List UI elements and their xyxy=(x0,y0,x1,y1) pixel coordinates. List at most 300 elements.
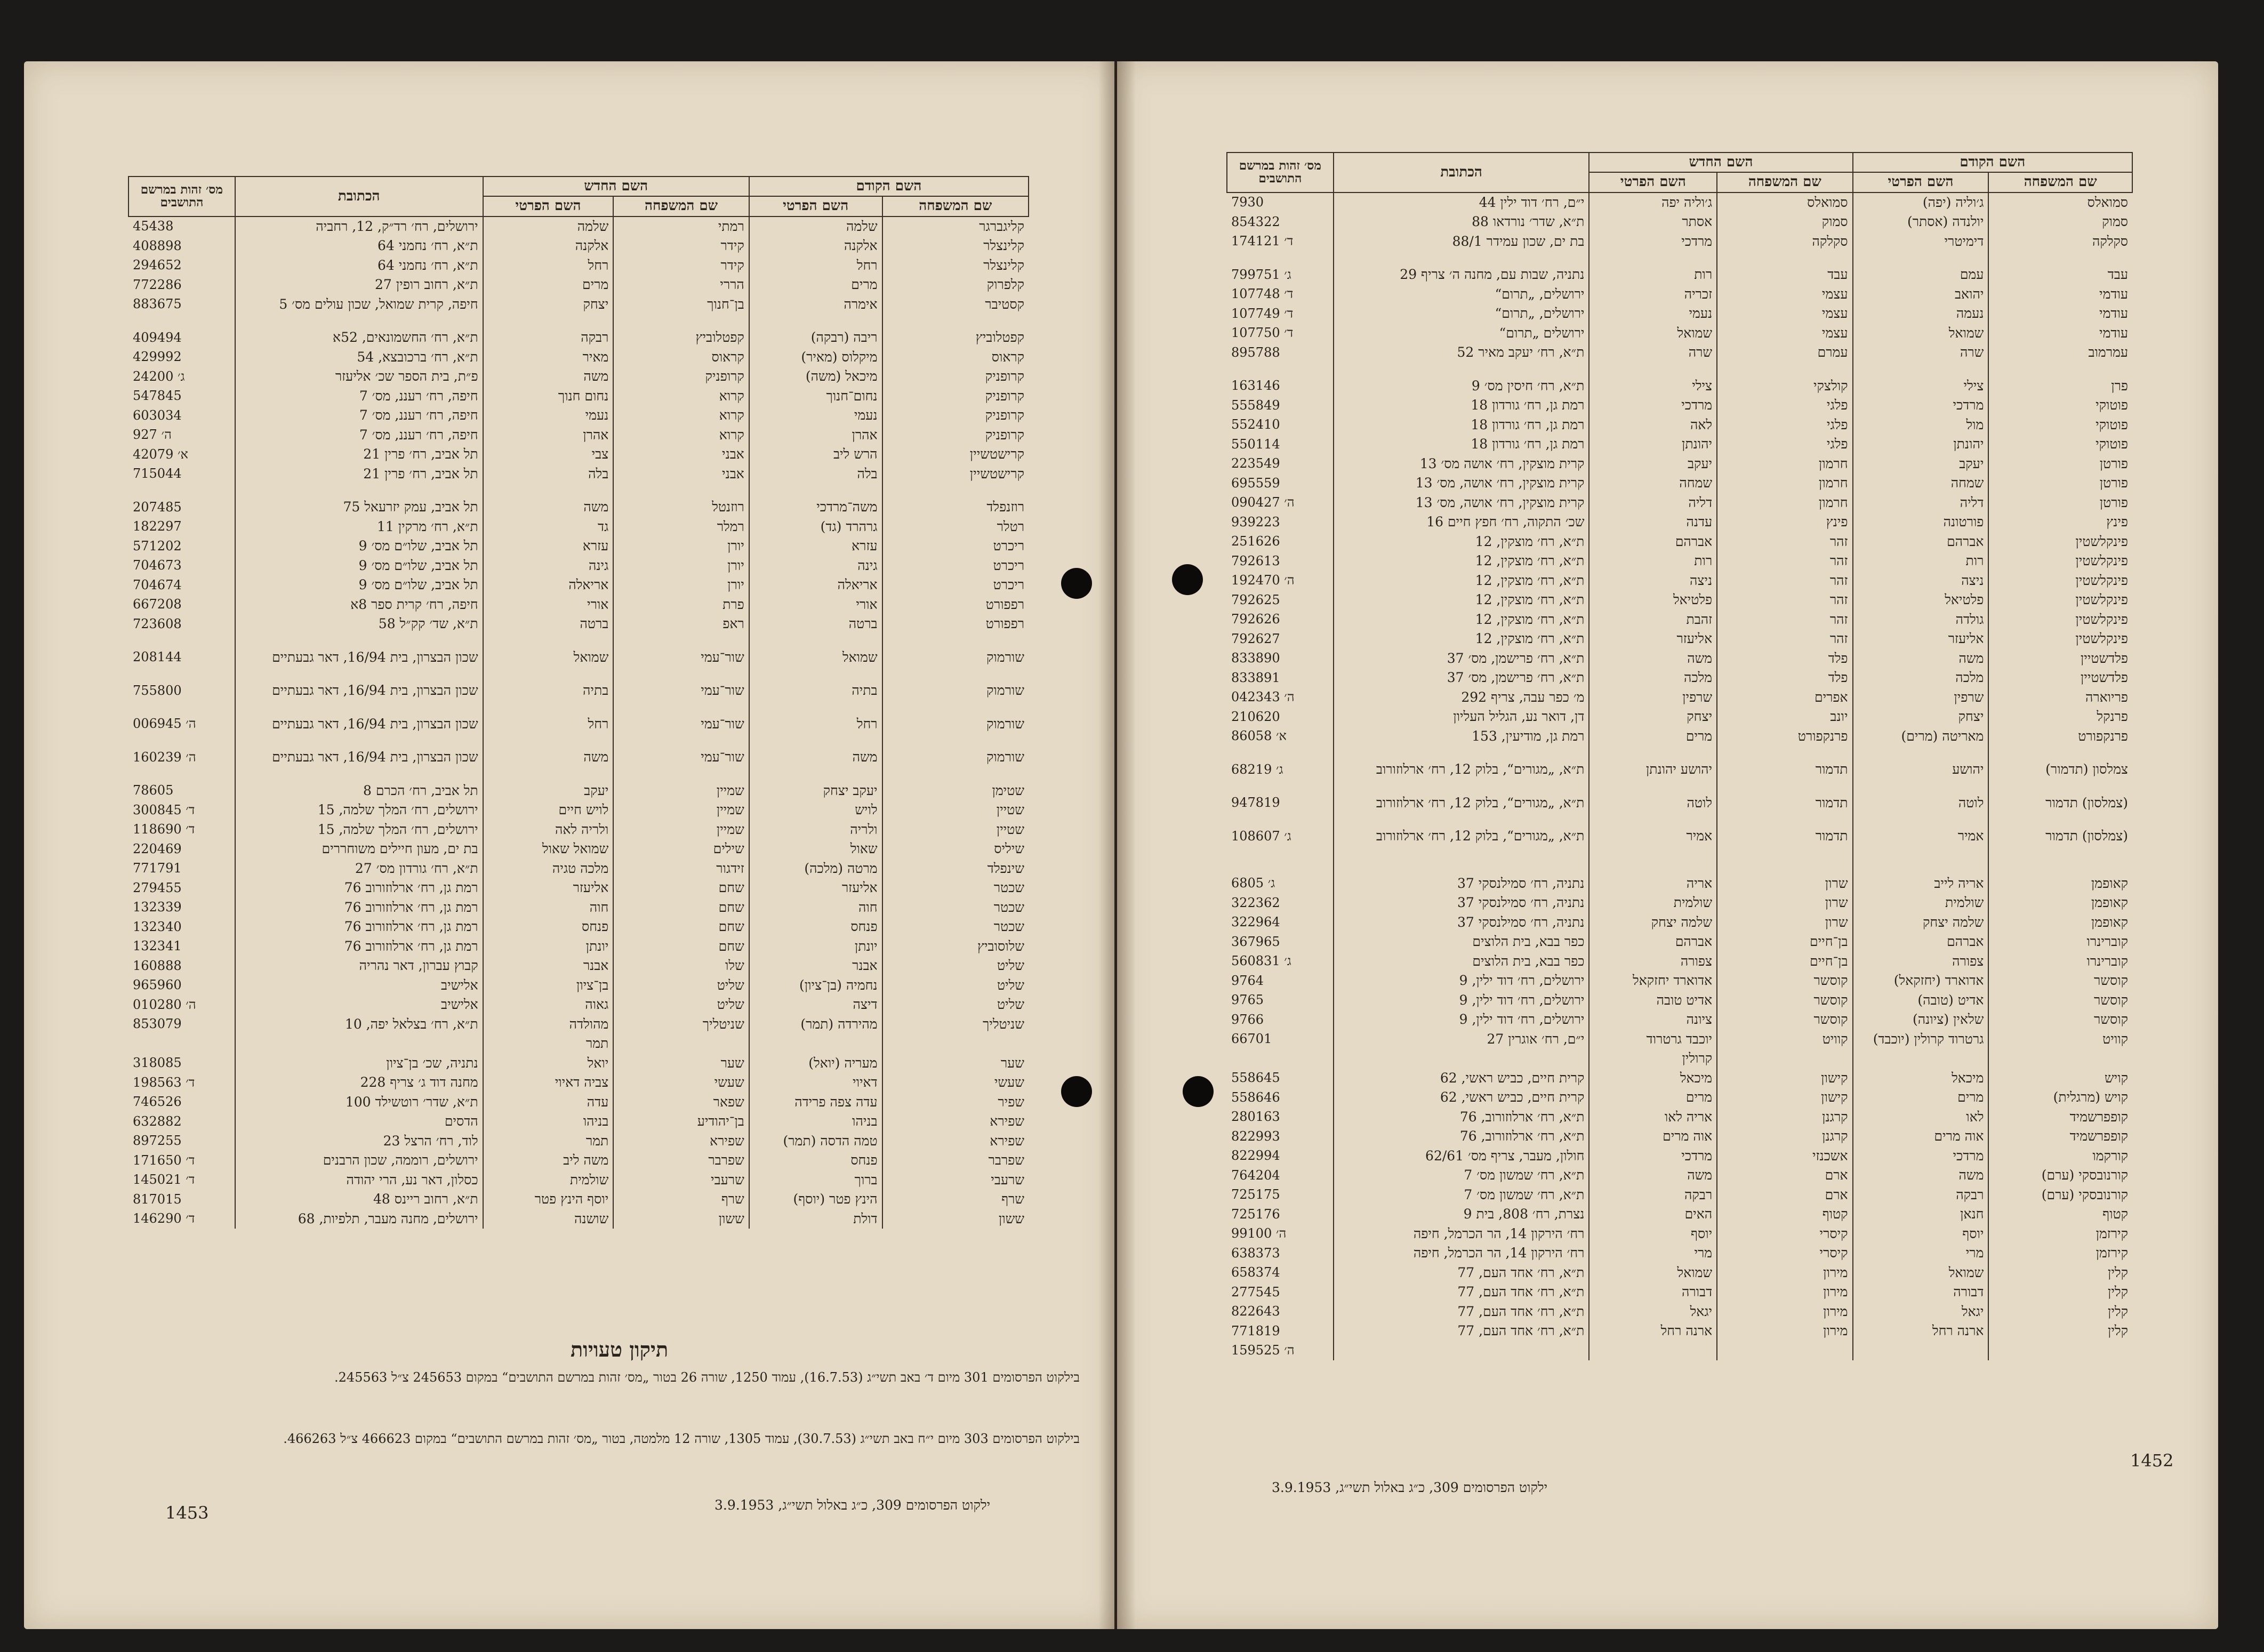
table-cell: 220469 xyxy=(133,841,182,856)
table-cell: שליט xyxy=(613,976,749,996)
table-cell: אסתר xyxy=(1589,212,1717,232)
table-cell: 66701 xyxy=(1231,1031,1272,1047)
table-cell: ת״א, רח׳ מוצקין, 12 xyxy=(1334,571,1589,591)
table-cell: ניצה xyxy=(1853,571,1989,591)
table-cell: מרדכי xyxy=(1853,1146,1989,1166)
table-row xyxy=(129,314,1029,328)
table-cell: לאו xyxy=(1853,1108,1989,1127)
table-cell: קלינצלר xyxy=(882,256,1029,276)
table-cell: עמרמוב xyxy=(1988,343,2132,363)
table-cell: 223549 xyxy=(1231,456,1280,471)
table-cell: פינקלשטין xyxy=(1988,629,2132,649)
table-cell: גאוה xyxy=(483,995,614,1015)
table-cell: שולמית xyxy=(483,1170,614,1190)
table-cell: 552410 xyxy=(1231,417,1280,432)
table-cell: שכון הבצרון, בית 16/94, דאר גבעתיים xyxy=(235,648,483,668)
table-cell: קלין xyxy=(1988,1321,2132,1341)
table-cell xyxy=(483,701,614,715)
table-cell: אברהם xyxy=(1853,532,1989,552)
table-cell: שפירא xyxy=(882,1112,1029,1132)
table-cell: הינץ פטר (יוסף) xyxy=(749,1190,882,1209)
table-cell: 160239 ה׳ xyxy=(133,749,196,765)
table-cell: דליה xyxy=(1589,493,1717,513)
table-row xyxy=(1227,590,2132,610)
family-name-header: שם המשפחה xyxy=(1988,172,2132,192)
table-cell: לוטה xyxy=(1853,793,1989,813)
table-cell: 947819 xyxy=(1231,795,1280,811)
left-register-table xyxy=(128,176,1029,1229)
table-cell: קלינצלר xyxy=(882,236,1029,256)
table-cell: שכון הבצרון, בית 16/94, דאר גבעתיים xyxy=(235,681,483,701)
table-cell: 210620 xyxy=(1231,709,1280,724)
table-cell: קליגברגר xyxy=(882,216,1029,237)
table-cell: קיסרי xyxy=(1717,1244,1852,1263)
table-cell: יעקב xyxy=(483,781,614,801)
table-cell: מרים xyxy=(1589,727,1717,747)
table-cell: אדוארד יחזקאל xyxy=(1589,971,1717,991)
table-cell: יהואב xyxy=(1853,285,1989,304)
table-cell: שמיין xyxy=(613,781,749,801)
table-row xyxy=(129,464,1029,484)
table-cell xyxy=(613,314,749,328)
table-row xyxy=(129,367,1029,387)
table-cell: לויש חיים xyxy=(483,800,614,820)
table-cell: שלו xyxy=(613,956,749,976)
table-cell: מרים xyxy=(749,275,882,295)
table-cell: שרף xyxy=(882,1190,1029,1209)
table-cell: שילים xyxy=(613,839,749,859)
table-row xyxy=(129,648,1029,668)
table-cell: נחום־חנוך xyxy=(749,387,882,406)
table-cell: 300845 ד׳ xyxy=(133,802,195,817)
table-cell: יצחק xyxy=(1853,707,1989,727)
table-cell: שרון xyxy=(1717,913,1852,933)
table-cell xyxy=(1988,813,2132,827)
table-cell: ירושלים, „תרום“ xyxy=(1334,304,1589,324)
table-cell: 192470 ה׳ xyxy=(1231,573,1295,588)
table-cell: 939223 xyxy=(1231,514,1280,530)
table-cell: נצרת, רח׳ 808, בית 9 xyxy=(1334,1205,1589,1224)
table-row xyxy=(1227,874,2132,894)
table-cell: הררי xyxy=(613,275,749,295)
table-cell: בן־ציון xyxy=(483,976,614,996)
table-cell xyxy=(613,667,749,681)
table-cell: 547845 xyxy=(133,388,182,404)
table-cell xyxy=(235,1034,483,1054)
table-row xyxy=(1227,727,2132,747)
table-cell: פלד xyxy=(1717,649,1852,669)
table-cell: 006945 ה׳ xyxy=(133,716,196,732)
table-cell: כפר בבא, בית הלוצים xyxy=(1334,932,1589,952)
table-cell: שכטר xyxy=(882,898,1029,918)
table-cell: 408898 xyxy=(133,238,182,253)
table-row xyxy=(129,1073,1029,1093)
table-cell: משה xyxy=(483,748,614,767)
table-cell: 725176 xyxy=(1231,1206,1280,1222)
table-cell: ת״א, רח׳ החשמונאים, 52א xyxy=(235,328,483,348)
table-cell: 833891 xyxy=(1231,670,1280,685)
table-cell: שחם xyxy=(613,898,749,918)
table-cell: שיליס xyxy=(882,839,1029,859)
table-cell: נעמי xyxy=(1589,304,1717,324)
table-cell: אורי xyxy=(749,595,882,615)
table-cell: ניצה xyxy=(1589,571,1717,591)
table-cell: 9765 xyxy=(1231,992,1264,1008)
table-cell: בניהו xyxy=(749,1112,882,1132)
table-cell: צילי xyxy=(1589,376,1717,396)
table-cell: 9764 xyxy=(1231,973,1264,988)
table-cell: ירושלים, מחנה מעבר, תלפיות, 68 xyxy=(235,1209,483,1229)
table-row xyxy=(1227,1069,2132,1088)
table-row xyxy=(129,1054,1029,1073)
table-cell xyxy=(749,701,882,715)
table-cell xyxy=(882,484,1029,498)
table-cell: 792613 xyxy=(1231,553,1280,568)
table-row xyxy=(129,256,1029,276)
table-cell: קולצקי xyxy=(1717,376,1852,396)
table-row xyxy=(1227,746,2132,760)
table-cell: ריכרט xyxy=(882,575,1029,595)
table-cell: 883675 xyxy=(133,296,182,312)
table-cell: 322362 xyxy=(1231,895,1280,910)
table-cell xyxy=(1988,1341,2132,1361)
table-cell xyxy=(1988,363,2132,376)
table-cell: שטימן xyxy=(882,781,1029,801)
table-row xyxy=(1227,1282,2132,1302)
table-row xyxy=(1227,893,2132,913)
table-cell: גולדה xyxy=(1853,610,1989,630)
table-cell: 277545 xyxy=(1231,1284,1280,1300)
table-row xyxy=(129,1112,1029,1132)
table-cell: מלכה טגיה xyxy=(483,859,614,879)
table-cell: 367965 xyxy=(1231,934,1280,949)
table-row xyxy=(1227,512,2132,532)
table-cell: שורמוק xyxy=(882,681,1029,701)
table-row xyxy=(129,498,1029,517)
table-cell: (צמלסון) תדמור xyxy=(1988,793,2132,813)
table-cell: יגאל xyxy=(1589,1302,1717,1322)
table-cell: שרפין xyxy=(1589,688,1717,708)
table-cell: שרעבי xyxy=(613,1170,749,1190)
table-cell: עודמי xyxy=(1988,324,2132,343)
table-cell: שורמוק xyxy=(882,748,1029,767)
page-footer-right: ילקוט הפרסומים 309, כ״ג באלול תשי״ג, 3.9.1953 xyxy=(1272,1480,1548,1495)
table-cell: גינה xyxy=(749,556,882,576)
table-cell: פורטונה xyxy=(1853,512,1989,532)
table-cell: קורקמו xyxy=(1988,1146,2132,1166)
table-cell: שמואל xyxy=(1853,324,1989,343)
table-cell: מרי xyxy=(1853,1244,1989,1263)
table-cell xyxy=(1589,363,1717,376)
table-cell xyxy=(1717,813,1852,827)
table-row xyxy=(129,1170,1029,1190)
table-cell: שור־עמי xyxy=(613,715,749,734)
table-row xyxy=(129,1034,1029,1054)
table-cell xyxy=(1334,363,1589,376)
table-row xyxy=(1227,952,2132,972)
table-cell: ת״א, רח׳ יעקב מאיר 52 xyxy=(1334,343,1589,363)
table-cell: פרת xyxy=(613,595,749,615)
table-cell: שליט xyxy=(882,995,1029,1015)
table-cell: לוטה xyxy=(1589,793,1717,813)
table-cell: ת״א, רחוב ריינס 48 xyxy=(235,1190,483,1209)
table-cell xyxy=(1853,746,1989,760)
table-cell: ת״א, רח׳ גורדון מס׳ 27 xyxy=(235,859,483,879)
table-cell: 792626 xyxy=(1231,612,1280,627)
table-cell: זהר xyxy=(1717,629,1852,649)
table-cell: תל אביב, שלו״ם מס׳ 9 xyxy=(235,556,483,576)
table-cell xyxy=(1227,746,1334,760)
table-row xyxy=(129,781,1029,801)
table-cell: פלד xyxy=(1717,668,1852,688)
table-cell: 558645 xyxy=(1231,1070,1280,1086)
table-cell: מיכאל xyxy=(1853,1069,1989,1088)
table-cell: זהבת xyxy=(1589,610,1717,630)
table-cell: ג׳וליה (יפה) xyxy=(1853,193,1989,213)
table-cell: 207485 xyxy=(133,499,182,515)
first-name-header: השם הפרטי xyxy=(749,196,882,216)
table-cell: מרים xyxy=(1589,1088,1717,1108)
table-cell: ת״א, רח׳ מוצקין, 12 xyxy=(1334,532,1589,552)
table-cell: 715044 xyxy=(133,466,182,482)
table-row xyxy=(129,1132,1029,1151)
table-cell: יולנדה (אסתר) xyxy=(1853,212,1989,232)
table-cell: ברטה xyxy=(483,614,614,634)
table-cell: פורטן xyxy=(1988,493,2132,513)
table-cell: פנחס xyxy=(749,917,882,937)
table-cell: שליט xyxy=(613,995,749,1015)
table-cell: 7930 xyxy=(1231,195,1264,210)
table-row xyxy=(129,236,1029,256)
table-cell: כסלון, דאר נע, הרי יהודה xyxy=(235,1170,483,1190)
table-cell: דבורה xyxy=(1853,1282,1989,1302)
table-cell: 771819 xyxy=(1231,1323,1280,1338)
table-cell: פוטוקי xyxy=(1988,396,2132,415)
table-cell: פנחס xyxy=(483,917,614,937)
table-cell: קרופניק xyxy=(882,426,1029,445)
table-row xyxy=(129,275,1029,295)
table-cell: ת״א, רח׳ מוצקין, 12 xyxy=(1334,610,1589,630)
table-cell: ת״א, רח׳ אחד העם, 77 xyxy=(1334,1321,1589,1341)
table-row xyxy=(1227,827,2132,846)
table-cell: 107748 ד׳ xyxy=(1231,286,1294,302)
table-cell: 322964 xyxy=(1231,915,1280,930)
table-cell: ת״א, רח׳ מוצקין, 12 xyxy=(1334,629,1589,649)
table-cell: קראוס xyxy=(882,348,1029,367)
table-cell: י״ם, רח׳ אוגרין 27 xyxy=(1334,1030,1589,1049)
table-row xyxy=(129,898,1029,918)
table-cell: אריה לייב xyxy=(1853,874,1989,894)
table-cell xyxy=(1853,780,1989,793)
table-cell: תדמור xyxy=(1717,793,1852,813)
table-cell xyxy=(1227,846,1334,860)
table-cell: יורן xyxy=(613,556,749,576)
table-cell: גרטרוד קרולין (יוכבד) xyxy=(1853,1030,1989,1049)
table-cell: רוזנטל xyxy=(613,498,749,517)
table-cell: 704674 xyxy=(133,577,182,592)
table-cell: יצחק xyxy=(1589,707,1717,727)
table-cell: נתניה, רח׳ סמילנסקי 37 xyxy=(1334,893,1589,913)
table-cell: נעמה xyxy=(1853,304,1989,324)
table-cell: עצמי xyxy=(1717,324,1852,343)
table-row xyxy=(1227,324,2132,343)
table-cell: ארנה רחל xyxy=(1589,1321,1717,1341)
table-cell xyxy=(1853,846,1989,860)
table-cell: תמר xyxy=(483,1132,614,1151)
first-name-header: השם הפרטי xyxy=(1589,172,1717,192)
table-cell: אלישיב xyxy=(235,976,483,996)
table-cell xyxy=(882,667,1029,681)
table-cell: שרעבי xyxy=(882,1170,1029,1190)
table-row xyxy=(129,1190,1029,1209)
table-cell: כפר בבא, בית הלוצים xyxy=(1334,952,1589,972)
table-cell: דימיטרי xyxy=(1853,232,1989,252)
table-cell: ברטה xyxy=(749,614,882,634)
table-cell: פלטיאל xyxy=(1853,590,1989,610)
table-cell: שכון הבצרון, בית 16/94, דאר גבעתיים xyxy=(235,748,483,767)
table-cell: ירושלים, רח׳ רד״ק, 12, רחביה xyxy=(235,216,483,237)
previous-name-header: השם הקודם xyxy=(749,177,1029,196)
table-cell: צביה דאיוי xyxy=(483,1073,614,1093)
table-cell: מירון xyxy=(1717,1282,1852,1302)
table-row xyxy=(1227,1010,2132,1030)
table-row xyxy=(1227,1341,2132,1361)
table-row xyxy=(1227,343,2132,363)
table-cell: עדה צפה פרידה xyxy=(749,1093,882,1112)
table-cell: אליעזר xyxy=(1589,629,1717,649)
table-cell: קופפרשמיד xyxy=(1988,1108,2132,1127)
table-row xyxy=(1227,629,2132,649)
table-cell: יהושע יהונתן xyxy=(1589,760,1717,780)
table-cell: 560831 ג׳ xyxy=(1231,953,1291,969)
table-cell xyxy=(1988,780,2132,793)
table-cell xyxy=(613,484,749,498)
table-row xyxy=(1227,1127,2132,1146)
table-cell: פלגי xyxy=(1717,435,1852,454)
table-cell: 107750 ד׳ xyxy=(1231,325,1294,341)
table-cell: רמת גן, רח׳ גורדון 18 xyxy=(1334,415,1589,435)
table-cell: לויש xyxy=(749,800,882,820)
table-cell xyxy=(1227,1049,1334,1069)
table-cell: קירזמן xyxy=(1988,1224,2132,1244)
table-cell: 429992 xyxy=(133,349,182,365)
table-cell: קטוף xyxy=(1988,1205,2132,1224)
page-footer-left: ילקוט הפרסומים 309, כ״ג באלול תשי״ג, 3.9.1953 xyxy=(714,1497,991,1513)
table-cell: רמת גן, רח׳ ארלוזורוב 76 xyxy=(235,878,483,898)
table-cell: ראפ xyxy=(613,614,749,634)
table-cell: ת״א, רחוב רופין 27 xyxy=(235,275,483,295)
table-row xyxy=(1227,1185,2132,1205)
table-cell: קוברינרו xyxy=(1988,952,2132,972)
table-cell: קידר xyxy=(613,236,749,256)
table-cell: שניטליך xyxy=(613,1015,749,1034)
table-cell: צמלסון (תדמור) xyxy=(1988,760,2132,780)
table-cell: ת״א, שדר׳ נורדאו 88 xyxy=(1334,212,1589,232)
table-cell: ת״א, רח׳ פרישמן, מס׳ 37 xyxy=(1334,649,1589,669)
table-cell: קרישטשיין xyxy=(882,445,1029,464)
table-cell xyxy=(749,734,882,748)
table-cell: תל אביב, שלו״ם מס׳ 9 xyxy=(235,536,483,556)
table-cell: 667208 xyxy=(133,597,182,612)
table-row xyxy=(1227,971,2132,991)
table-cell xyxy=(483,767,614,781)
table-cell: בת ים, מעון חיילים משוחררים xyxy=(235,839,483,859)
table-cell: מיכאל xyxy=(1589,1069,1717,1088)
table-cell xyxy=(483,484,614,498)
table-cell xyxy=(129,1034,235,1054)
table-row xyxy=(129,859,1029,879)
table-cell: ת״א, רח׳ ארלוזורוב, 76 xyxy=(1334,1108,1589,1127)
table-cell xyxy=(1334,813,1589,827)
table-cell: סמוק xyxy=(1988,212,2132,232)
table-cell: יעקב xyxy=(1589,454,1717,474)
table-cell: ת״א, רח׳ נחמני 64 xyxy=(235,236,483,256)
table-row xyxy=(1227,780,2132,793)
table-cell: אבנר xyxy=(483,956,614,976)
table-cell xyxy=(1717,1341,1852,1361)
book-gutter xyxy=(1098,61,1136,1629)
table-row xyxy=(129,667,1029,681)
table-cell: קרוא xyxy=(613,406,749,426)
table-row xyxy=(1227,1146,2132,1166)
table-cell: סמואלס xyxy=(1988,193,2132,213)
table-cell: שפיר xyxy=(882,1093,1029,1112)
table-cell: רחל xyxy=(749,256,882,276)
table-cell: שלמה xyxy=(749,216,882,237)
table-cell: מאיר xyxy=(483,348,614,367)
table-cell: ת״א, רח׳ חיסין מס׳ 9 xyxy=(1334,376,1589,396)
table-cell xyxy=(235,484,483,498)
table-cell: מרדכי xyxy=(1853,396,1989,415)
table-cell: חיפה, רח׳ קרית ספר 8א xyxy=(235,595,483,615)
table-cell: 108607 ג׳ xyxy=(1231,828,1291,844)
table-cell: שפירא xyxy=(882,1132,1029,1151)
table-cell: קרולין xyxy=(1589,1049,1717,1069)
table-cell xyxy=(1227,363,1334,376)
errata-line-1: בילקוט הפרסומים 301 מיום ד׳ באב תשי״ג (16.7.53), עמוד 1250, שורה 26 בטור „מס׳ זהות במרשם התושבים“ במקום 245653 צ״ל 245563. xyxy=(334,1370,1080,1385)
family-name-header: שם המשפחה xyxy=(1717,172,1852,192)
table-cell: חוה xyxy=(483,898,614,918)
table-cell: דיצה xyxy=(749,995,882,1015)
table-cell: עודמי xyxy=(1988,285,2132,304)
table-cell: 817015 xyxy=(133,1191,182,1207)
table-cell: ת״א, רח׳ מרקין 11 xyxy=(235,517,483,537)
table-cell: קרגנן xyxy=(1717,1127,1852,1146)
table-cell: 822643 xyxy=(1231,1304,1280,1319)
table-cell: אברהם xyxy=(1589,532,1717,552)
table-cell: אבני xyxy=(613,445,749,464)
table-row xyxy=(129,484,1029,498)
table-cell: עזרא xyxy=(749,536,882,556)
table-cell: 42079 א׳ xyxy=(133,446,188,462)
table-cell: פורטן xyxy=(1988,474,2132,493)
table-cell xyxy=(613,734,749,748)
table-cell: עמם xyxy=(1853,265,1989,285)
table-cell: רות xyxy=(1853,551,1989,571)
table-cell: 833890 xyxy=(1231,651,1280,666)
table-cell: דליה xyxy=(1853,493,1989,513)
new-name-header: השם החדש xyxy=(1589,153,1852,172)
table-cell: מרטה (מלכה) xyxy=(749,859,882,879)
table-cell: פינקלשטין xyxy=(1988,551,2132,571)
table-row xyxy=(1227,932,2132,952)
table-row xyxy=(1227,991,2132,1011)
punch-hole xyxy=(1061,568,1092,599)
table-cell xyxy=(749,1034,882,1054)
table-row xyxy=(1227,363,2132,376)
table-cell: מרדכי xyxy=(1589,232,1717,252)
table-cell: מהירדה (תמר) xyxy=(749,1015,882,1034)
